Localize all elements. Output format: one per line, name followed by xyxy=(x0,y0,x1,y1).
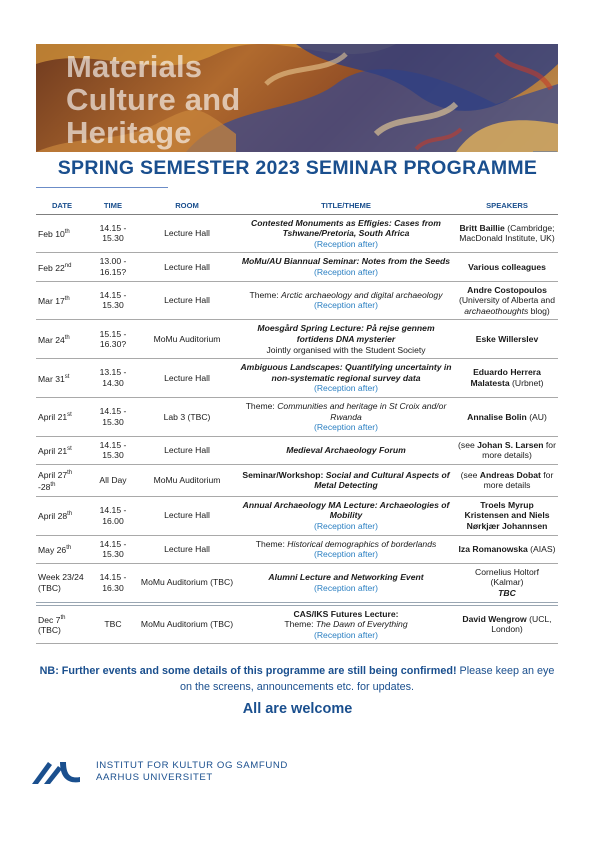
reception-note: (Reception after) xyxy=(313,582,378,593)
table-row xyxy=(36,496,558,535)
speaker-text: blog) xyxy=(528,305,550,316)
banner-divider xyxy=(533,151,557,152)
date-text: Feb 22nd xyxy=(38,262,72,273)
date-text: April 21st xyxy=(38,412,72,423)
date-text: May 26th xyxy=(38,544,72,555)
table-row xyxy=(36,320,558,359)
aarhus-university-logo-icon xyxy=(30,758,82,786)
table-row xyxy=(36,436,558,464)
theme-text: Contested Monuments as Effigies: Cases from Tshwane/Pretoria, South Africa xyxy=(251,217,441,239)
speaker-text: Eduardo Herrera Malatesta xyxy=(470,367,541,389)
cell-speakers xyxy=(456,281,558,320)
cell-theme xyxy=(236,281,456,320)
cell-speakers xyxy=(456,320,558,359)
title-underline xyxy=(36,187,168,188)
cell-theme xyxy=(236,397,456,436)
speaker-text: David Wengrow xyxy=(462,613,527,624)
cell-date xyxy=(36,436,88,464)
theme-text: Ambiguous Landscapes: Quantifying uncertainty in non-systematic regional survey data xyxy=(240,362,452,383)
cell-speakers xyxy=(456,464,558,496)
cell-speakers xyxy=(456,436,558,464)
reception-note: (Reception after) xyxy=(313,300,378,311)
cell-date xyxy=(36,320,88,359)
column-header-date: DATE xyxy=(36,197,88,214)
cell-room: MoMu Auditorium (TBC) xyxy=(138,604,236,644)
cell-date xyxy=(36,535,88,563)
speaker-text: archaeothoughts xyxy=(464,305,529,316)
table-row xyxy=(36,359,558,398)
speaker-text: Britt Baillie xyxy=(459,222,505,233)
speaker-text: Johan S. Larsen xyxy=(477,439,544,450)
table-row xyxy=(36,397,558,436)
cell-time: 14.15 - 15.30 xyxy=(88,535,138,563)
theme-text: Medieval Archaeology Forum xyxy=(286,444,406,455)
theme-prefix: Seminar/Workshop: xyxy=(242,469,326,480)
speaker-text: for more details xyxy=(483,469,554,491)
footer-line-university: AARHUS UNIVERSITET xyxy=(96,772,213,784)
speaker-text: (see xyxy=(458,439,478,450)
speaker-text: (AIAS) xyxy=(527,543,556,554)
theme-title xyxy=(238,401,454,422)
cell-room: Lecture Hall xyxy=(138,359,236,398)
speaker-text: Eske Willerslev xyxy=(475,333,539,344)
cell-speakers xyxy=(456,397,558,436)
cell-speakers xyxy=(456,253,558,281)
theme-title xyxy=(238,539,454,550)
speaker-text: Andre Costopoulos xyxy=(467,284,547,295)
table-row xyxy=(36,464,558,496)
cell-theme xyxy=(236,563,456,603)
theme-title xyxy=(238,609,454,620)
table-row xyxy=(36,253,558,281)
cell-theme xyxy=(236,436,456,464)
nb-note-rest: Please keep an eye on the screens, announcements etc. for updates. xyxy=(179,665,555,693)
seminar-table xyxy=(36,197,558,644)
theme-title xyxy=(238,470,454,491)
theme-text: Alumni Lecture and Networking Event xyxy=(268,572,424,583)
speaker-text: (AU) xyxy=(526,411,547,422)
theme-text: MoMu/AU Biannual Seminar: Notes from the Seeds xyxy=(241,256,451,267)
theme-title xyxy=(238,445,454,456)
cell-speakers xyxy=(456,359,558,398)
cell-room: Lab 3 (TBC) xyxy=(138,397,236,436)
cell-date xyxy=(36,359,88,398)
cell-room: Lecture Hall xyxy=(138,496,236,535)
cell-room: MoMu Auditorium xyxy=(138,320,236,359)
cell-room: Lecture Hall xyxy=(138,281,236,320)
cell-theme xyxy=(236,464,456,496)
table-row xyxy=(36,535,558,563)
reception-note: (Reception after) xyxy=(313,266,378,277)
cell-time: 13.15 - 14.30 xyxy=(88,359,138,398)
cell-time: 14.15 - 16.30 xyxy=(88,563,138,603)
cell-theme xyxy=(236,604,456,644)
cell-time: 14.15 - 15.30 xyxy=(88,436,138,464)
theme-prefix: Theme: xyxy=(255,538,288,549)
table-row xyxy=(36,563,558,603)
theme-title xyxy=(238,362,454,383)
speaker-text: (Cambridge; MacDonald Institute, UK) xyxy=(459,222,555,244)
speaker-text: (University of Alberta and xyxy=(458,295,555,306)
theme-title xyxy=(238,290,454,301)
cell-theme xyxy=(236,496,456,535)
footer-institution xyxy=(96,760,288,785)
date-text: April 21st xyxy=(38,445,72,456)
theme-text: Moesgård Spring Lecture: På rejse gennem fortidens DNA mysterier xyxy=(257,323,435,344)
column-header-room: ROOM xyxy=(138,197,236,214)
theme-title xyxy=(238,572,454,583)
theme-text: Arctic archaeology and digital archaeology xyxy=(281,289,443,300)
reception-note: (Reception after) xyxy=(313,238,378,249)
cell-date xyxy=(36,464,88,496)
speaker-text: Annalise Bolin xyxy=(467,411,527,422)
cell-time: 14.15 - 16.00 xyxy=(88,496,138,535)
theme-text: The Dawn of Everything xyxy=(315,619,408,630)
cell-room: MoMu Auditorium (TBC) xyxy=(138,563,236,603)
date-text: Dec 7th (TBC) xyxy=(38,614,66,636)
theme-prefix: Theme: xyxy=(245,400,278,411)
cell-time: 15.15 - 16.30? xyxy=(88,320,138,359)
cell-time: 13.00 - 16.15? xyxy=(88,253,138,281)
cell-date xyxy=(36,563,88,603)
speaker-text: Iza Romanowska xyxy=(458,543,528,554)
theme-text: CAS/IKS Futures Lecture: xyxy=(293,608,399,619)
date-text: Mar 17th xyxy=(38,296,70,307)
page-title: SPRING SEMESTER 2023 SEMINAR PROGRAMME xyxy=(57,157,538,179)
theme-text: Historical demographics of borderlands xyxy=(287,538,437,549)
speaker-text: for more details) xyxy=(482,439,556,461)
date-text: April 28th xyxy=(38,511,73,522)
reception-note: (Reception after) xyxy=(313,422,378,433)
theme-prefix: Theme: xyxy=(249,289,282,300)
reception-note: (Reception after) xyxy=(313,629,378,640)
cell-theme xyxy=(236,535,456,563)
speaker-text: Troels Myrup Kristensen and Niels Nørkjær Johannsen xyxy=(464,499,550,531)
table-row xyxy=(36,214,558,253)
theme-title xyxy=(238,218,454,239)
cell-speakers xyxy=(456,214,558,253)
cell-time: 14.15 - 15.30 xyxy=(88,397,138,436)
cell-speakers xyxy=(456,604,558,644)
cell-time: TBC xyxy=(88,604,138,644)
theme-title xyxy=(238,323,454,344)
date-text: Mar 24th xyxy=(38,334,70,345)
nb-note-bold: NB: Further events and some details of this programme are still being confirmed! xyxy=(39,665,457,677)
column-header-theme: TITLE/THEME xyxy=(236,197,456,214)
reception-note: (Reception after) xyxy=(313,383,378,394)
reception-note: (Reception after) xyxy=(313,549,378,560)
reception-note: (Reception after) xyxy=(313,520,378,531)
speaker-text: Cornelius Holtorf (Kalmar) xyxy=(475,566,539,588)
speaker-text: TBC xyxy=(498,587,516,598)
theme-text: Social and Cultural Aspects of Metal Detecting xyxy=(314,469,450,491)
cell-speakers xyxy=(456,535,558,563)
cell-time: 14.15 - 15.30 xyxy=(88,214,138,253)
speaker-text: (UCL, London) xyxy=(491,613,552,635)
cell-date xyxy=(36,281,88,320)
cell-date xyxy=(36,397,88,436)
cell-theme xyxy=(236,253,456,281)
speaker-text: Various colleagues xyxy=(468,261,546,272)
speaker-text: (Urbnet) xyxy=(509,378,544,389)
cell-room: Lecture Hall xyxy=(138,214,236,253)
cell-date xyxy=(36,604,88,644)
theme-title xyxy=(238,500,454,521)
cell-speakers xyxy=(456,563,558,603)
theme-title xyxy=(238,256,454,267)
table-row xyxy=(36,281,558,320)
date-text: April 27th -28th xyxy=(38,469,73,493)
table-header-row xyxy=(36,197,558,214)
theme-text: Communities and heritage in St Croix and/or Rwanda xyxy=(277,400,447,422)
cell-room: Lecture Hall xyxy=(138,253,236,281)
table-row xyxy=(36,604,558,644)
speaker-text: Andreas Dobat xyxy=(479,469,541,480)
speaker-text: (see xyxy=(460,469,480,480)
theme-text: Annual Archaeology MA Lecture: Archaeologies of Mobility xyxy=(242,499,450,521)
banner-title: Materials Culture and Heritage xyxy=(66,49,241,150)
cell-room: MoMu Auditorium xyxy=(138,464,236,496)
column-header-time: TIME xyxy=(88,197,138,214)
date-text: Mar 31st xyxy=(38,373,70,384)
cell-date xyxy=(36,496,88,535)
cell-room: Lecture Hall xyxy=(138,436,236,464)
cell-room: Lecture Hall xyxy=(138,535,236,563)
footer-line-institute: INSTITUT FOR KULTUR OG SAMFUND xyxy=(96,760,288,771)
date-text: Week 23/24 (TBC) xyxy=(38,572,84,593)
cell-speakers xyxy=(456,496,558,535)
nb-note xyxy=(36,663,558,695)
date-text: Feb 10th xyxy=(38,229,70,240)
welcome-text: All are welcome xyxy=(242,701,353,717)
theme-prefix: Theme: xyxy=(284,619,316,630)
cell-date xyxy=(36,253,88,281)
theme-subtitle xyxy=(238,619,454,630)
header-banner xyxy=(36,44,558,152)
theme-subtitle: Jointly organised with the Student Society xyxy=(266,344,426,355)
cell-date xyxy=(36,214,88,253)
column-header-speakers: SPEAKERS xyxy=(456,197,558,214)
cell-theme xyxy=(236,359,456,398)
cell-theme xyxy=(236,320,456,359)
cell-time: All Day xyxy=(88,464,138,496)
cell-time: 14.15 - 15.30 xyxy=(88,281,138,320)
cell-theme xyxy=(236,214,456,253)
